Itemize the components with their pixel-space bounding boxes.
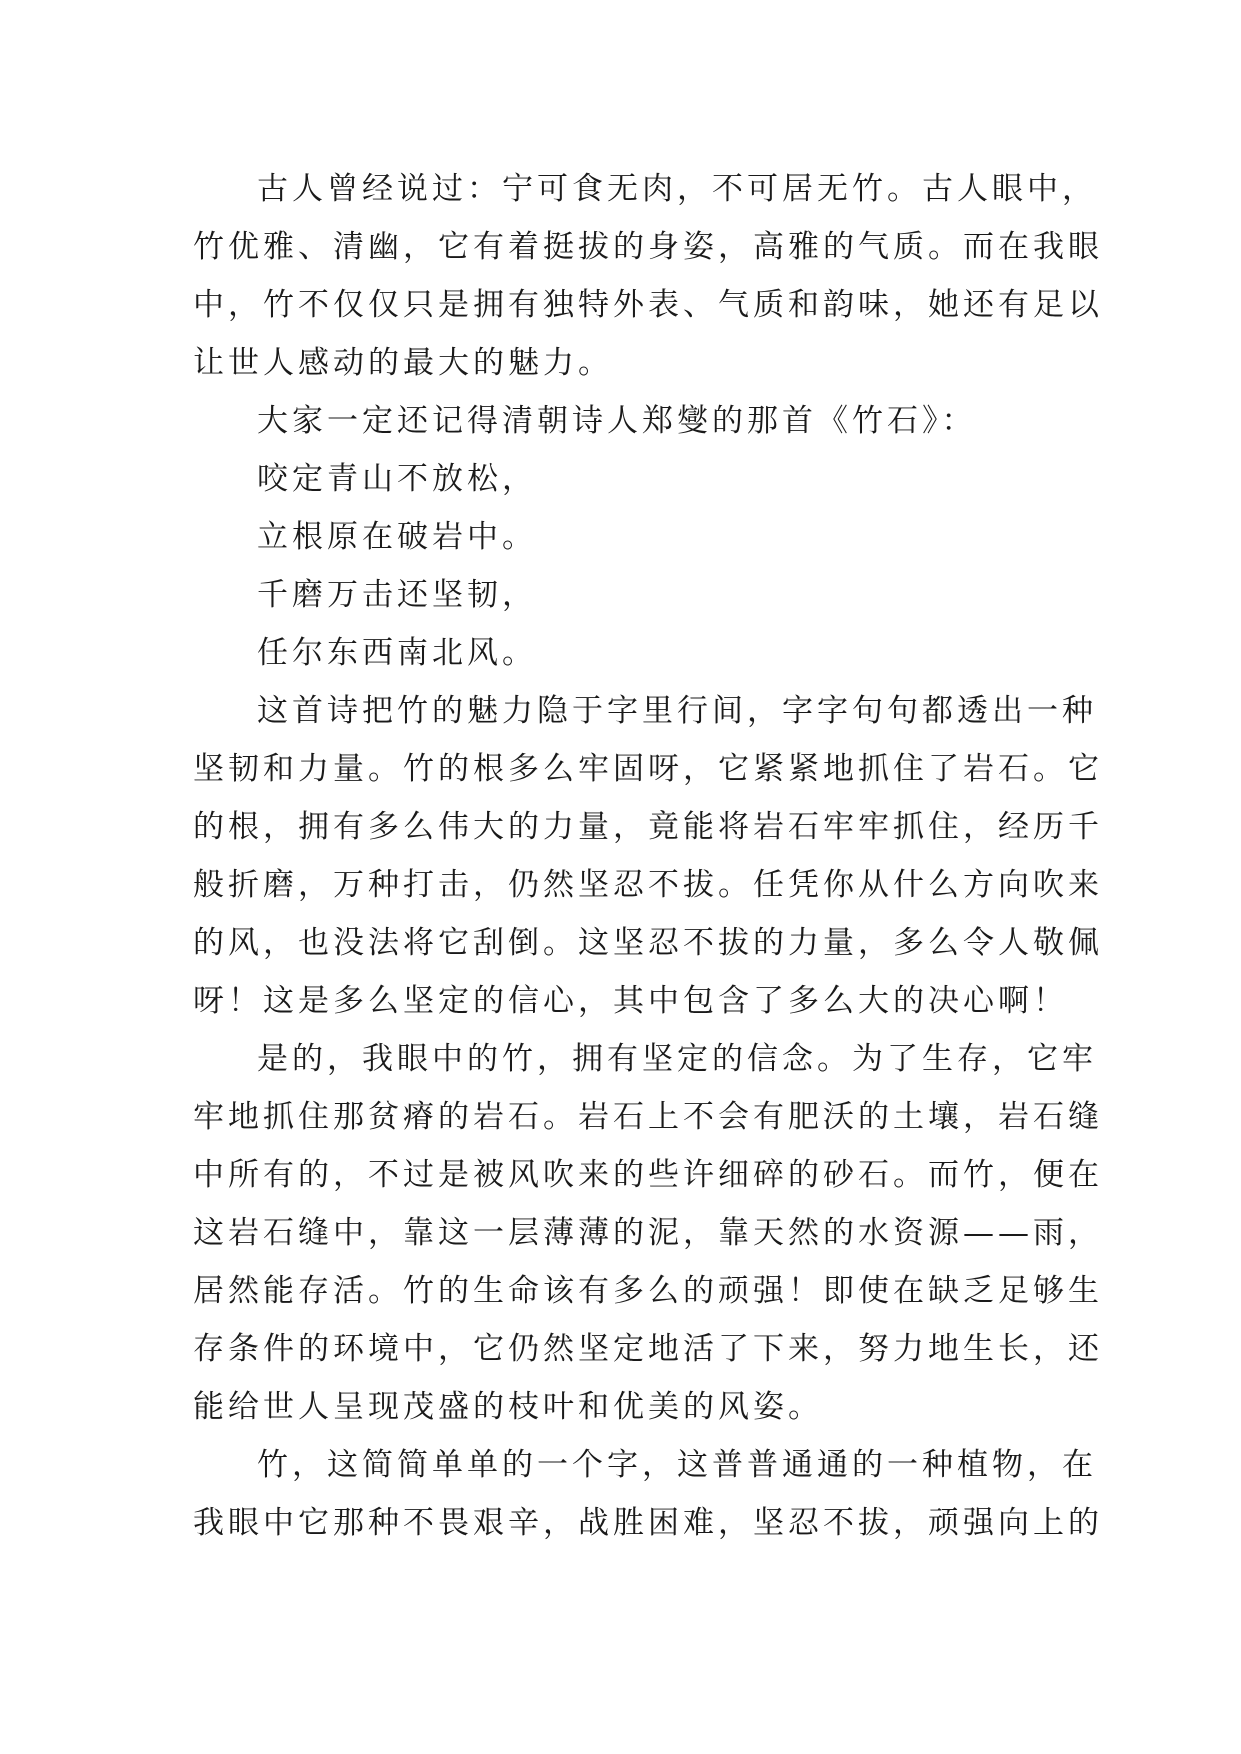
text-line: 呀！这是多么坚定的信心，其中包含了多么大的决心啊！ <box>193 983 1068 1019</box>
text-line: 竹，这简简单单的一个字，这普普通通的一种植物，在 <box>257 1447 1097 1483</box>
text-line: 的风，也没法将它刮倒。这坚忍不拔的力量，多么令人敬佩 <box>193 925 1103 961</box>
text-line: 的根，拥有多么伟大的力量，竟能将岩石牢牢抓住，经历千 <box>193 809 1103 845</box>
text-line: 古人曾经说过：宁可食无肉，不可居无竹。古人眼中， <box>257 171 1097 207</box>
text-line: 牢地抓住那贫瘠的岩石。岩石上不会有肥沃的土壤，岩石缝 <box>193 1099 1103 1135</box>
text-line: 是的，我眼中的竹，拥有坚定的信念。为了生存，它牢 <box>257 1041 1097 1077</box>
text-line: 我眼中它那种不畏艰辛，战胜困难，坚忍不拔，顽强向上的 <box>193 1505 1103 1541</box>
poem-line: 千磨万击还坚韧， <box>257 577 537 613</box>
text-line: 坚韧和力量。竹的根多么牢固呀，它紧紧地抓住了岩石。它 <box>193 751 1103 787</box>
text-line: 般折磨，万种打击，仍然坚忍不拔。任凭你从什么方向吹来 <box>193 867 1103 903</box>
poem-line: 咬定青山不放松， <box>257 461 537 497</box>
text-line: 居然能存活。竹的生命该有多么的顽强！即使在缺乏足够生 <box>193 1273 1103 1309</box>
text-line: 这首诗把竹的魅力隐于字里行间，字字句句都透出一种 <box>257 693 1097 729</box>
text-line: 中所有的，不过是被风吹来的些许细碎的砂石。而竹，便在 <box>193 1157 1103 1193</box>
text-line: 中，竹不仅仅只是拥有独特外表、气质和韵味，她还有足以 <box>193 287 1103 323</box>
body-text <box>193 160 1103 1552</box>
text-line: 让世人感动的最大的魅力。 <box>193 345 613 381</box>
text-line: 存条件的环境中，它仍然坚定地活了下来，努力地生长，还 <box>193 1331 1103 1367</box>
text-line: 大家一定还记得清朝诗人郑燮的那首《竹石》： <box>257 403 977 439</box>
text-line: 竹优雅、清幽，它有着挺拔的身姿，高雅的气质。而在我眼 <box>193 229 1103 265</box>
poem-line: 任尔东西南北风。 <box>257 635 537 671</box>
poem-line: 立根原在破岩中。 <box>257 519 537 555</box>
text-line: 能给世人呈现茂盛的枝叶和优美的风姿。 <box>193 1389 823 1425</box>
text-line: 这岩石缝中，靠这一层薄薄的泥，靠天然的水资源——雨， <box>193 1215 1103 1251</box>
